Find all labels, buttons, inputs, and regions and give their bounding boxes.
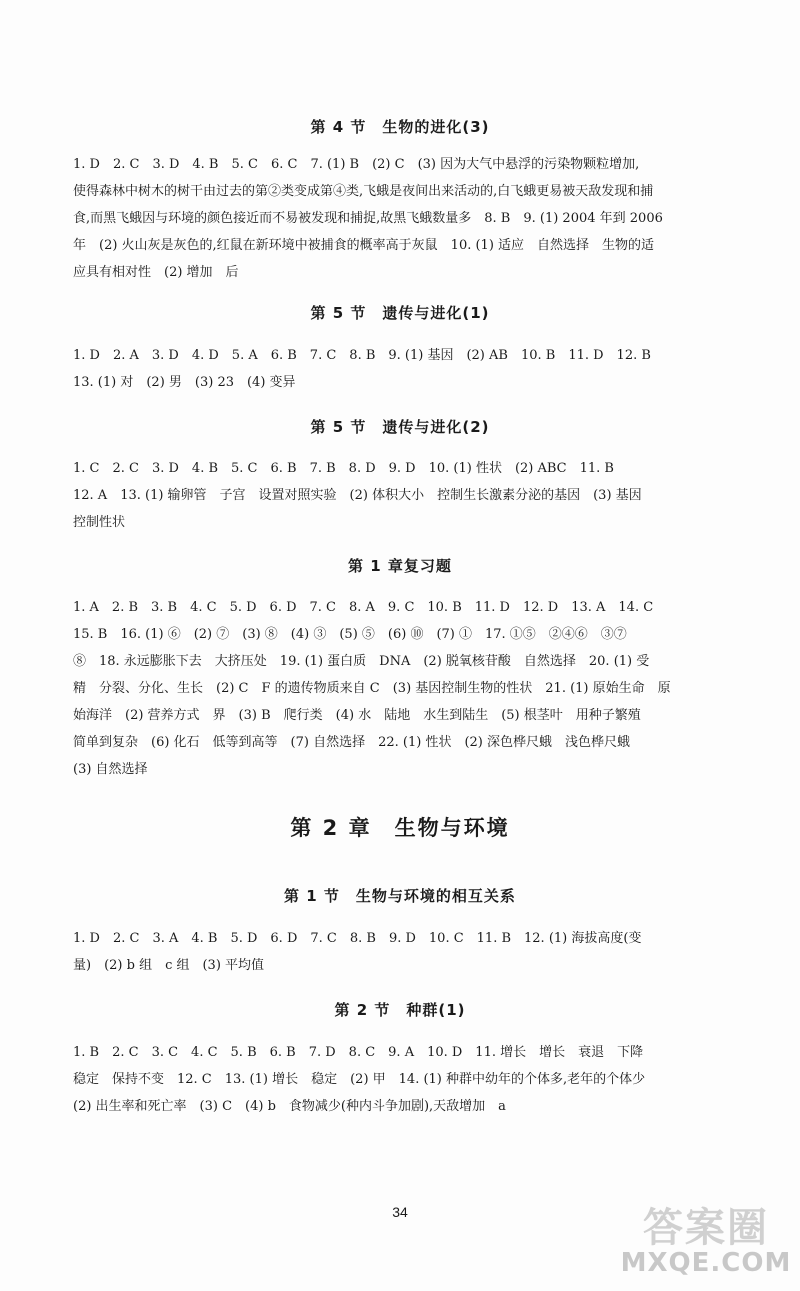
answer-line: 控制性状 [73, 515, 126, 530]
watermark-url: MXQE.COM [620, 1248, 792, 1278]
answer-line: 1. C 2. C 3. D 4. B 5. C 6. B 7. B 8. D 9. D 10. (1) 性状 (2) ABC 11. B [73, 461, 614, 476]
section-title: 第 2 节 种群(1) [334, 1001, 466, 1019]
answer-line: 1. D 2. A 3. D 4. D 5. A 6. B 7. C 8. B 9. (1) 基因 (2) AB 10. B 11. D 12. B [73, 348, 651, 363]
answer-line: (3) 自然选择 [73, 762, 148, 777]
answer-block [73, 594, 733, 783]
answer-line: 稳定 保持不变 12. C 13. (1) 增长 稳定 (2) 甲 14. (1) 种群中幼年的个体多,老年的个体少 [73, 1072, 646, 1087]
section-title: 第 5 节 遗传与进化(2) [310, 418, 490, 436]
watermark-text: 答案圈 [643, 1205, 769, 1251]
answer-line: 使得森林中树木的树干由过去的第②类变成第④类,飞蛾是夜间出来活动的,白飞蛾更易被天敌发现和捕 [73, 184, 654, 199]
answer-line: 年 (2) 火山灰是灰色的,红鼠在新环境中被捕食的概率高于灰鼠 10. (1) 适应 自然选择 生物的适 [73, 238, 655, 253]
answer-line: 食,而黑飞蛾因与环境的颜色接近而不易被发现和捕捉,故黑飞蛾数量多 8. B 9. (1) 2004 年到 2006 [73, 211, 663, 226]
answer-block [73, 925, 733, 979]
answer-line: 量) (2) b 组 c 组 (3) 平均值 [73, 958, 265, 973]
chapter-title: 第 2 章 生物与环境 [290, 816, 510, 840]
answer-line: ⑧ 18. 永远膨胀下去 大挤压处 19. (1) 蛋白质 DNA (2) 脱氧核苷酸 自然选择 20. (1) 受 [73, 654, 650, 669]
answer-line: 1. B 2. C 3. C 4. C 5. B 6. B 7. D 8. C 9. A 10. D 11. 增长 增长 衰退 下降 [73, 1045, 644, 1060]
section-title: 第 1 节 生物与环境的相互关系 [284, 887, 516, 905]
answer-block [73, 151, 733, 286]
answer-line: 1. A 2. B 3. B 4. C 5. D 6. D 7. C 8. A 9. C 10. B 11. D 12. D 13. A 14. C [73, 600, 654, 615]
answer-line: 1. D 2. C 3. D 4. B 5. C 6. C 7. (1) B (2) C (3) 因为大气中悬浮的污染物颗粒增加, [73, 157, 640, 172]
answer-line: 应具有相对性 (2) 增加 后 [73, 265, 239, 280]
answer-line: 精 分裂、分化、生长 (2) C F 的遗传物质来自 C (3) 基因控制生物的性状 21. (1) 原始生命 原 [73, 681, 671, 696]
answer-line: 始海洋 (2) 营养方式 界 (3) B 爬行类 (4) 水 陆地 水生到陆生 (5) 根茎叶 用种子繁殖 [73, 708, 641, 723]
answer-line: 15. B 16. (1) ⑥ (2) ⑦ (3) ⑧ (4) ③ (5) ⑤ (6) ⑩ (7) ① 17. ①⑤ ②④⑥ ③⑦ [73, 627, 627, 642]
answer-line: 简单到复杂 (6) 化石 低等到高等 (7) 自然选择 22. (1) 性状 (2) 深色桦尺蛾 浅色桦尺蛾 [73, 735, 630, 750]
section-title: 第 5 节 遗传与进化(1) [310, 304, 490, 322]
answer-line: (2) 出生率和死亡率 (3) C (4) b 食物减少(种内斗争加剧),天敌增加 a [73, 1099, 506, 1114]
answer-block [73, 342, 733, 396]
answer-block [73, 1039, 733, 1120]
answer-line: 1. D 2. C 3. A 4. B 5. D 6. D 7. C 8. B 9. D 10. C 11. B 12. (1) 海拔高度(变 [73, 931, 642, 946]
answer-line: 13. (1) 对 (2) 男 (3) 23 (4) 变异 [73, 375, 296, 390]
section-title: 第 1 章复习题 [348, 557, 452, 575]
watermark-logo [618, 1196, 794, 1286]
answer-block [73, 455, 733, 536]
answer-line: 12. A 13. (1) 输卵管 子宫 设置对照实验 (2) 体积大小 控制生长激素分泌的基因 (3) 基因 [73, 488, 642, 503]
page-number: 34 [392, 1204, 408, 1220]
section-title: 第 4 节 生物的进化(3) [310, 118, 490, 136]
